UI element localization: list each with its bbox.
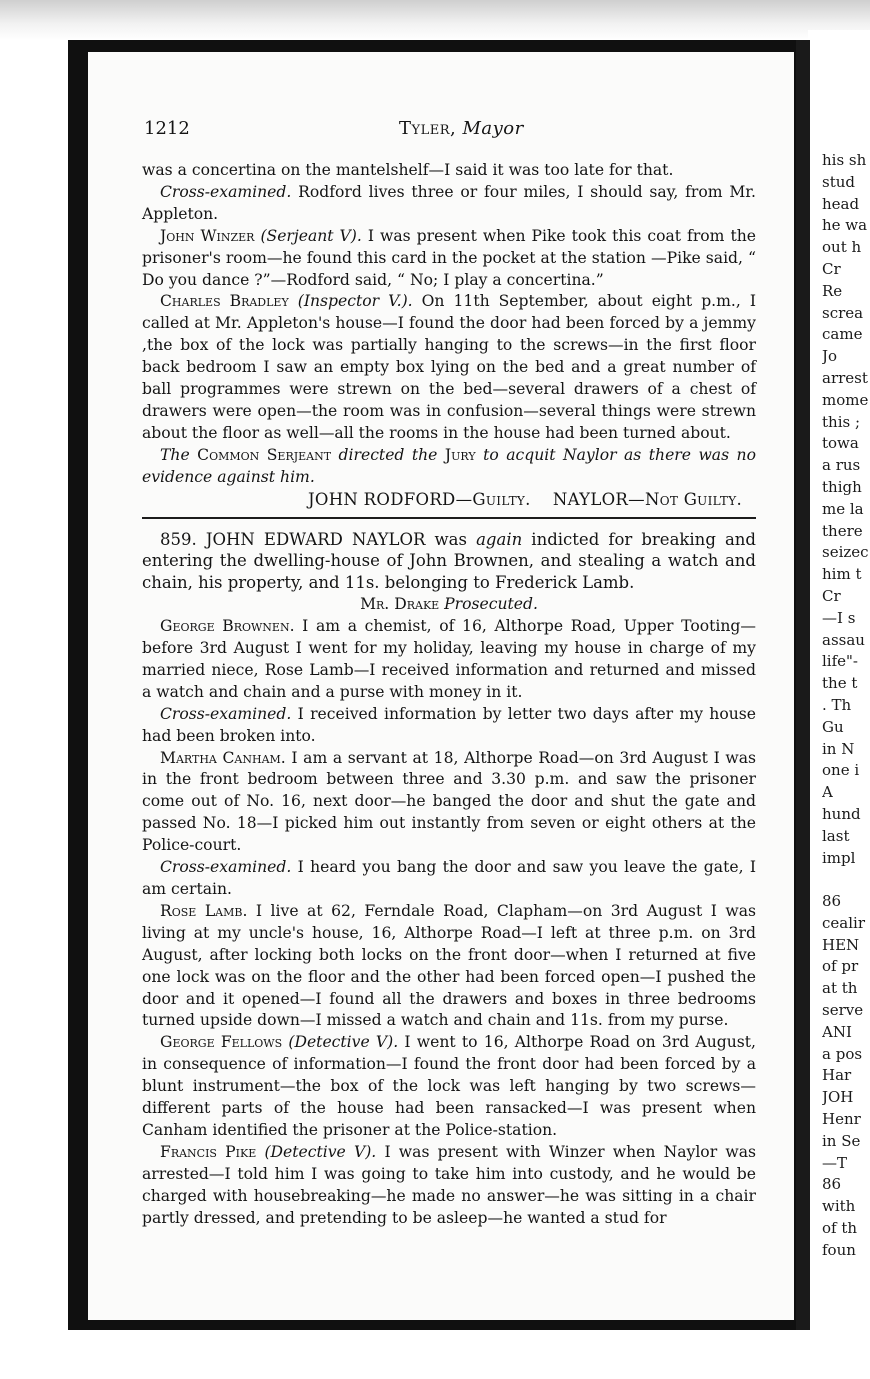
facing-page-line: Jo (822, 347, 838, 366)
witness-role: (Serjeant V). (260, 226, 362, 245)
case-text: indicted for breaking and entering the dwelling-house of John Brownen, and stealing a watch and chain, his property, and 11s. belonging to Frederick Lamb. (142, 529, 756, 593)
paragraph-text: I heard you bang the door and saw you leave the gate, I am certain. (142, 858, 756, 898)
paragraph-text: I went to 16, Althorpe Road on 3rd August, in consequence of information—I found the front door had been forced by a blunt instrument—the box of the lock was left hanging by two screws—different parts of the house had been ransacked—I was present when Canham identified the prisoner at the Police-station. (142, 1033, 756, 1139)
verdict-line (142, 489, 756, 511)
facing-page-line: Har (822, 1066, 852, 1085)
facing-page-line: me la (822, 499, 864, 518)
cross-examined-label: Cross-examined. (160, 858, 292, 877)
case-divider (142, 517, 756, 519)
facing-page-line: Cr (822, 259, 841, 278)
facing-page-line: thigh (822, 477, 862, 496)
witness-name: Martha Canham. (160, 748, 286, 767)
paragraph (142, 616, 756, 704)
witness-name: Rose Lamb. (160, 901, 248, 920)
witness-name: George Fellows (160, 1033, 283, 1052)
facing-page-line: impl (822, 848, 856, 867)
scan-top-edge (0, 0, 870, 40)
facing-page-line: ANI (822, 1022, 852, 1041)
paragraph (142, 291, 756, 444)
witness-role: (Inspector V.). (297, 292, 413, 311)
facing-page-line: mome (822, 390, 869, 409)
facing-page-line: stud (822, 172, 855, 191)
case-heading (142, 529, 756, 595)
paragraph (142, 748, 756, 858)
paragraph (142, 857, 756, 901)
paragraph-text: I am a chemist, of 16, Althorpe Road, Upper Tooting—before 3rd August I went for my holiday, leaving my house in charge of my married niece, Rose Lamb—I received information and returned and missed a watch and chain and a purse with money in it. (142, 617, 756, 701)
facing-page-line: head (822, 194, 860, 213)
verdict-result: Guilty. (472, 489, 531, 509)
paragraph (142, 704, 756, 748)
facing-page-line: JOH (822, 1088, 854, 1107)
facing-page-line: seizec (822, 543, 869, 562)
facing-page-line: out h (822, 238, 862, 257)
running-head-name: Tyler, (399, 118, 457, 139)
facing-page-line: towa (822, 434, 859, 453)
witness-role: (Detective V). (264, 1142, 377, 1161)
cross-examined-label: Cross-examined. (160, 704, 292, 723)
paragraph (142, 182, 756, 226)
facing-page-line: 86 (822, 1175, 842, 1194)
direction-text: directed the (331, 445, 445, 464)
facing-page-line: there (822, 521, 863, 540)
facing-page-line: cealir (822, 913, 865, 932)
facing-page-line: serve (822, 1001, 864, 1020)
facing-page-line: A (822, 783, 833, 802)
running-head-title: Mayor (462, 118, 524, 139)
facing-page-line (822, 869, 870, 891)
facing-page-line: hund (822, 804, 861, 823)
case-text: again (476, 529, 523, 549)
paragraph-text: I was present with Winzer when Naylor was arrested—I told him I was going to take him into custody, and he would be charged with housebreaking—he made no answer—he was sitting in a chair partly dressed, and pretending to be asleep—he wanted a stud for (142, 1142, 756, 1227)
prosecutor-name: Mr. Drake (360, 595, 440, 614)
facing-page-line: one i (822, 761, 860, 780)
witness-name: Charles Bradley (160, 292, 289, 311)
direction-paragraph (142, 445, 756, 489)
paragraph (142, 901, 756, 1032)
facing-page-line: assau (822, 630, 865, 649)
facing-page-line: arrest (822, 368, 868, 387)
direction-text: Common Serjeant (197, 445, 332, 464)
facing-page-line: foun (822, 1240, 856, 1259)
facing-page-line: Re (822, 281, 843, 300)
facing-page-line: at th (822, 979, 858, 998)
facing-page-line: 86 (822, 892, 842, 911)
page-header (144, 118, 756, 144)
facing-page-line: a pos (822, 1044, 863, 1063)
facing-page-line: last (822, 826, 850, 845)
case-number: 859. (160, 529, 197, 549)
facing-page-line: Gu (822, 717, 844, 736)
facing-page-line: Cr (822, 586, 841, 605)
facing-page-line: life"- (822, 652, 858, 671)
paragraph (142, 1142, 756, 1230)
defendant-name: JOHN EDWARD NAYLOR (196, 529, 426, 549)
verdict-result: Not Guilty. (644, 489, 742, 509)
facing-page-line: HEN (822, 935, 860, 954)
facing-page-line: Henr (822, 1110, 861, 1129)
book-gutter (796, 40, 810, 1330)
running-head (399, 118, 524, 139)
facing-page-line: him t (822, 565, 862, 584)
facing-page-line: —I s (822, 608, 856, 627)
direction-text: to acquit Naylor as there was no evidence against him. (142, 445, 756, 486)
paragraph-text: Rodford lives three or four miles, I should say, from Mr. Appleton. (142, 182, 756, 223)
paragraph-text: I am a servant at 18, Althorpe Road—on 3rd August I was in the front bedroom between three and 3.30 p.m. and saw the prisoner come out of No. 16, next door—he banged the door and shut the gate and passed No. 18—I picked him out instantly from seven or eight others at the Police-court. (142, 748, 756, 855)
prosecuted-label: Prosecuted. (439, 595, 538, 614)
paragraph (142, 1032, 756, 1142)
witness-name: George Brownen. (160, 617, 295, 636)
facing-page-line: his sh (822, 151, 867, 169)
facing-page-fragments (822, 150, 870, 1330)
direction-text: Jury (444, 445, 476, 464)
facing-page-line: screa (822, 303, 864, 322)
paragraph-text: On 11th September, about eight p.m., I called at Mr. Appleton's house—I found the door had been forced by a jemmy ,the box of the lock was partially hanging to the screws—in the first floor back bedroom I saw an empty box lying on the bed and a great number of ball programmes were strewn on the bed—several drawers of a chest of drawers were open—the room was in confusion—several things were strewn about the floor as well—all the rooms in the house had been turned about. (142, 292, 756, 442)
facing-page-line: in Se (822, 1131, 861, 1150)
verdict-defendant: JOHN RODFORD— (307, 489, 473, 509)
facing-page-line: the t (822, 674, 858, 693)
paragraph-text: I received information by letter two days after my house had been broken into. (142, 704, 756, 745)
facing-page-line: of pr (822, 957, 859, 976)
facing-page-line: —T (822, 1153, 848, 1172)
page-number: 1212 (144, 118, 190, 139)
facing-page-line: this ; (822, 412, 861, 431)
paragraph-text: I was present when Pike took this coat from the prisoner's room—he found this card in the pocket at the station —Pike said, “ Do you dance ?”—Rodford said, “ No; I play a concertina.” (142, 226, 756, 289)
verdict-defendant: NAYLOR— (552, 489, 645, 509)
facing-page-line: in N (822, 739, 855, 758)
facing-page-line: . Th (822, 695, 852, 714)
facing-page-line: came (822, 325, 863, 344)
facing-page-line: of th (822, 1219, 858, 1238)
page-body (142, 160, 756, 1230)
paragraph-text: I live at 62, Ferndale Road, Clapham—on 3rd August I was living at my uncle's house, 16, Althorpe Road—I left at three p.m. on 3rd August, after locking both locks on the front door—when I returned at five one lock was on the floor and the other had been forced open—I pushed the door and it opened—I found all the drawers and boxes in three bedrooms turned upside down—I missed a watch and chain and 11s. from my purse. (142, 901, 756, 1030)
case-text: was (425, 529, 477, 549)
paragraph: was a concertina on the mantelshelf—I said it was too late for that. (142, 161, 674, 179)
witness-name: John Winzer (160, 226, 255, 245)
facing-page-line: with (822, 1197, 856, 1216)
facing-page-line: he wa (822, 216, 868, 235)
witness-name: Francis Pike (160, 1142, 257, 1161)
cross-examined-label: Cross-examined. (160, 182, 292, 201)
paragraph (142, 226, 756, 292)
direction-text: The (160, 445, 190, 464)
facing-page-line: a rus (822, 456, 861, 475)
witness-role: (Detective V). (288, 1033, 399, 1052)
prosecution-line (142, 594, 756, 616)
